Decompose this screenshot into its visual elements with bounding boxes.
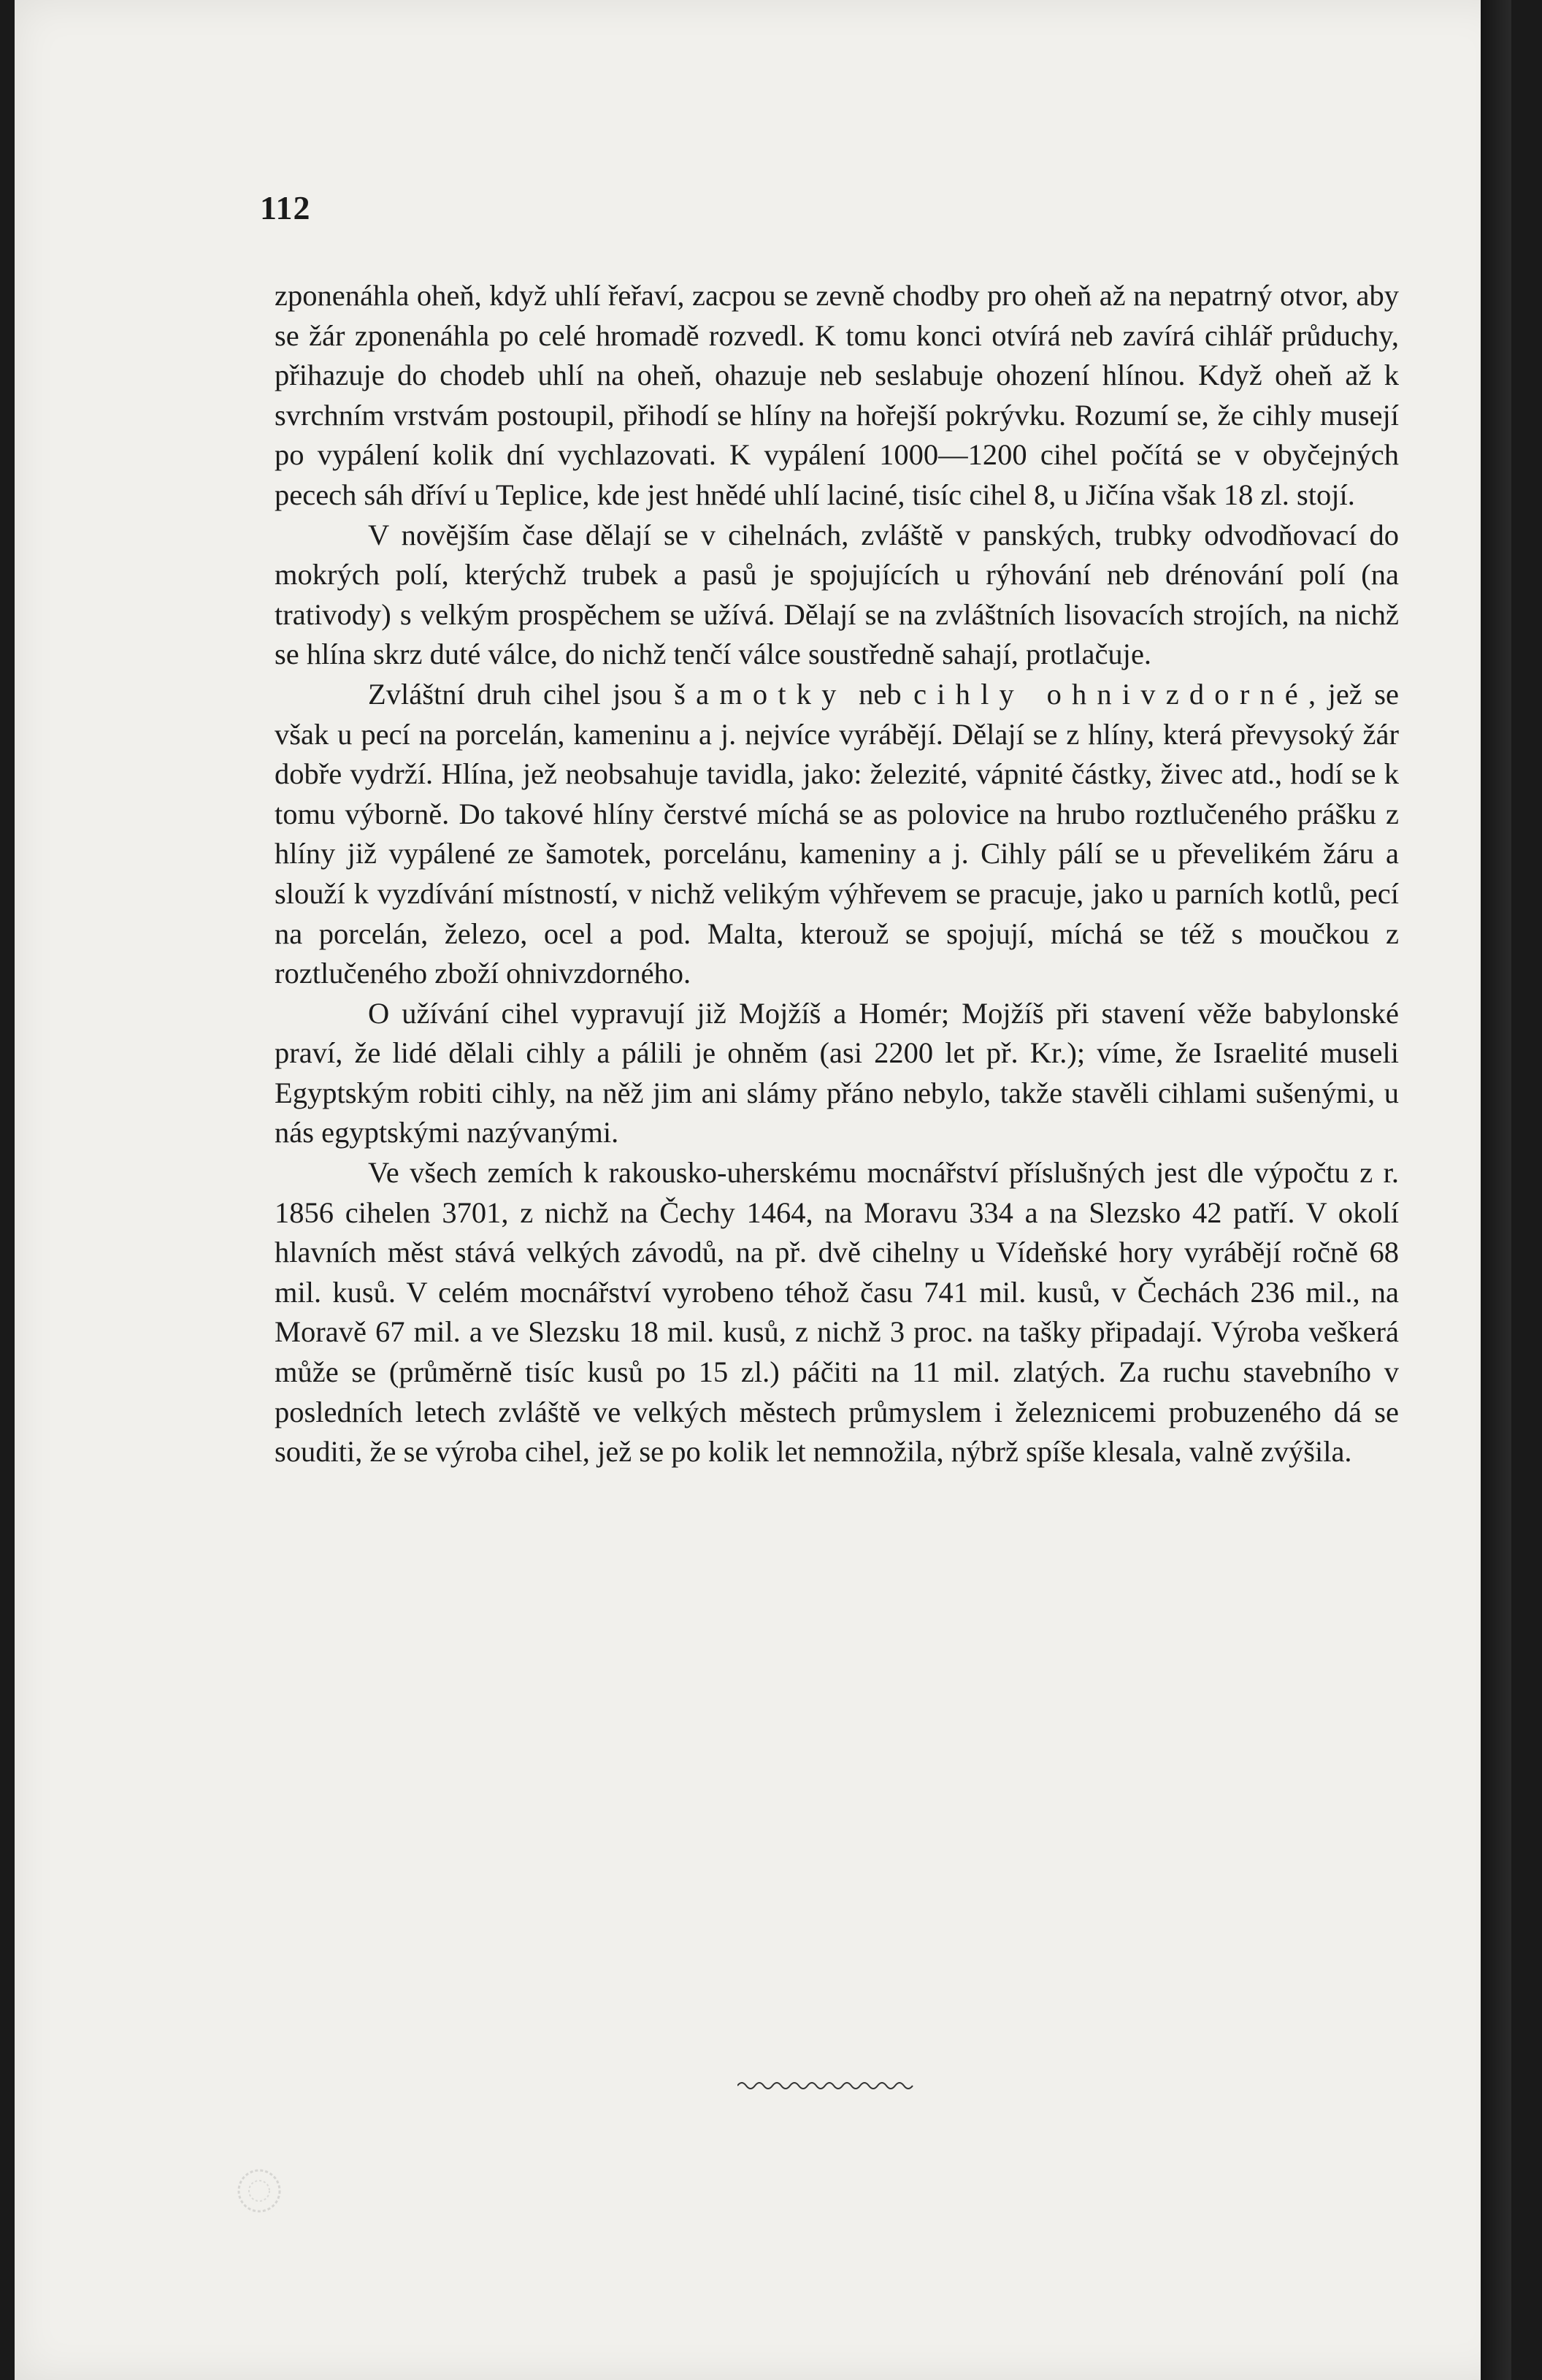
paragraph-5: Ve všech zemích k rakousko-uherskému mocnářství příslušných jest dle výpočtu z r. 1856 cihelen 3701, z nichž na Čechy 1464, na Moravu 334 a na Slezsko 42 patří. V okolí hlavních měst stává velkých závodů, na př. dvě cihelny u Vídeňské hory vyrábějí ročně 68 mil. kusů. V celém mocnářství vyrobeno téhož času 741 mil. kusů, v Čechách 236 mil., na Moravě 67 mil. a ve Slezsku 18 mil. kusů, z nichž 3 proc. na tašky připadají. Výroba veškerá může se (průměrně tisíc kusů po 15 zl.) páčiti na 11 mil. zlatých. Za ruchu stavebního v posledních letech zvláště ve velkých městech průmyslem i železnicemi probuzeného dá se souditi, že se výroba cihel, jež se po kolik let nemnožila, nýbrž spíše klesala, valně zvýšila. <box>275 1156 1399 1469</box>
term-samotky: šamotky <box>674 677 847 711</box>
wavy-rule-ornament <box>737 2078 920 2093</box>
paragraph-4: O užívání cihel vypravují již Mojžíš a Homér; Mojžíš při stavení věže babylonské praví, že lidé dělali cihly a pálili je ohněm (asi 2200 let př. Kr.); víme, že Israelité museli Egyptským robiti cihly, na něž jim ani slámy přáno nebylo, takže stavěli cihlami sušenými, u nás egyptskými nazývanými. <box>275 996 1399 1149</box>
page-number: 112 <box>260 189 311 226</box>
paragraph-3-rest: , jež se však u pecí na porcelán, kameninu a j. nejvíce vyrábějí. Dělají se z hlíny, která převysoký žár dobře vydrží. Hlína, jež neobsahuje tavidla, jako: železité, vápnité částky, živec atd., hodí se k tomu výborně. Do takové hlíny čerstvé míchá se as polovice na hrubo roztlučeného prášku z hlíny již vypálené ze šamotek, porcelánu, kameniny a j. Cihly pálí se u převelikém žáru a slouží k vyzdívání místností, v nichž velikým výhřevem se pracuje, jako u parních kotlů, pecí na porcelán, železo, ocel a pod. Malta, kterouž se spojují, míchá se též s moučkou z roztlučeného zboží ohnivzdorného. <box>275 677 1399 990</box>
term-cihly-ohnivzdorne: cihly ohnivzdorné <box>913 677 1308 711</box>
book-page <box>15 0 1511 2380</box>
paragraph-1: zponenáhla oheň, když uhlí řeřaví, zacpou se zevně chodby pro oheň až na nepatrný otvor, aby se žár zponenáhla po celé hromadě rozvedl. K tomu konci otvírá neb zavírá cihlář průduchy, přihazuje do chodeb uhlí na oheň, ohazuje neb seslabuje ohození hlínou. Když oheň až k svrchním vrstvám postoupil, přihodí se hlíny na hořejší pokrývku. Rozumí se, že cihly musejí po vypálení kolik dní vychlazovati. K vypálení 1000—1200 cihel počítá se v obyčejných pecech sáh dříví u Teplice, kde jest hnědé uhlí laciné, tisíc cihel 8, u Jičína však 18 zl. stojí. <box>275 279 1399 511</box>
paragraph-2: V novějším čase dělají se v cihelnách, zvláště v panských, trubky odvodňovací do mokrých polí, kterýchž trubek a pasů je spojujících u rýhování neb drénování polí (na trativody) s velkým prospěchem se užívá. Dělají se na zvláštních lisovacích strojích, na nichž se hlína skrz duté válce, do nichž tenčí válce soustředně sahají, protlačuje. <box>275 518 1399 671</box>
scan-artifact <box>234 2162 285 2220</box>
paragraph-3-lead: Zvláštní druh cihel jsou <box>368 677 675 711</box>
paragraph-3-mid: neb <box>846 677 914 711</box>
page-binding-edge <box>1481 0 1511 2380</box>
body-text <box>275 276 1399 1472</box>
paragraph-3 <box>275 675 1399 994</box>
